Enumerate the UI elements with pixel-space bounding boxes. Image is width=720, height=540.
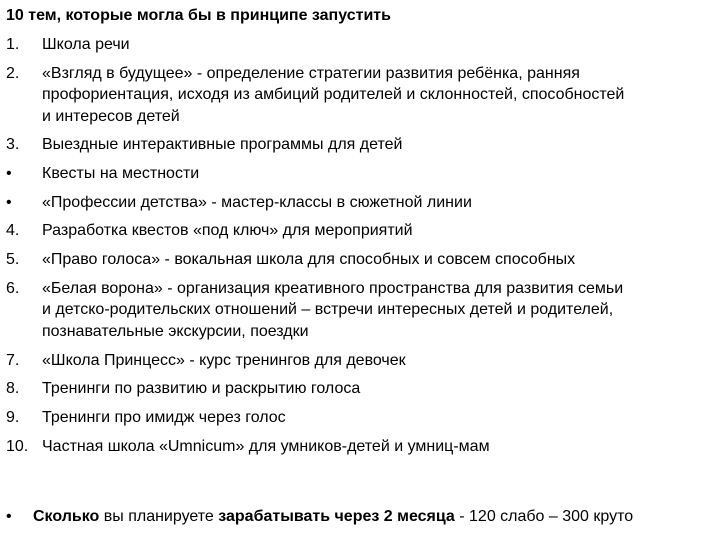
- list-item: [6, 63, 714, 128]
- list-marker: 4.: [6, 222, 20, 240]
- list-item-text: Выездные интерактивные программы для детей: [42, 136, 403, 154]
- list-marker: 3.: [6, 136, 20, 154]
- question-word: Сколько: [33, 508, 100, 525]
- list-marker: 8.: [6, 380, 20, 398]
- list-item: [6, 350, 714, 372]
- question-emphasis: зарабатывать через 2 месяца: [218, 508, 455, 525]
- list-item: [6, 163, 714, 185]
- slide-title: 10 тем, которые могла бы в принципе запустить: [6, 7, 391, 24]
- bullet-marker: •: [6, 193, 12, 211]
- list-item: [6, 407, 714, 429]
- list-item: [6, 220, 714, 242]
- list-marker: 5.: [6, 251, 20, 269]
- list-item: [6, 436, 714, 458]
- list-item-text: Тренинги по развитию и раскрытию голоса: [42, 380, 361, 398]
- earnings-range: - 120 слабо – 300 круто: [454, 508, 634, 525]
- list-item-text: «Взгляд в будущее» - определение стратегии развития ребёнка, ранняя профориентация, исходя из амбиций родителей и склонностей, способностей и интересов детей: [42, 64, 625, 125]
- list-marker: 9.: [6, 408, 20, 426]
- list-item-text: Тренинги про имидж через голос: [42, 408, 286, 426]
- list-item: [6, 378, 714, 400]
- list-marker: 10.: [6, 437, 29, 455]
- list-item: [6, 34, 714, 56]
- list-item-text: «Белая ворона» - организация креативного пространства для развития семьи и детско-родительских отношений – встречи интересных детей и родителей, познавательные экскурсии, поездки: [42, 279, 624, 340]
- list-item-text: «Школа Принцесс» - курс тренингов для девочек: [42, 351, 406, 369]
- list-item-text: Разработка квестов «под ключ» для мероприятий: [42, 222, 413, 240]
- bullet-marker: •: [6, 165, 12, 183]
- list-marker: 7.: [6, 351, 20, 369]
- list-item-text: «Право голоса» - вокальная школа для способных и совсем способных: [42, 251, 576, 269]
- question-middle: вы планируете: [99, 508, 219, 525]
- list-item: [6, 192, 714, 214]
- earnings-question: [6, 506, 718, 527]
- topic-list: [6, 34, 714, 464]
- earnings-question-text: [33, 506, 633, 527]
- list-marker: 6.: [6, 279, 20, 297]
- list-item-text: Частная школа «Umnicum» для умников-детей и умниц-мам: [42, 437, 490, 455]
- list-item: [6, 278, 714, 343]
- bullet-marker: •: [6, 508, 12, 525]
- list-item-text: «Профессии детства» - мастер-классы в сюжетной линии: [42, 193, 472, 211]
- list-marker: 1.: [6, 36, 20, 53]
- list-marker: 2.: [6, 64, 20, 82]
- list-item-text: Квесты на местности: [42, 165, 200, 183]
- list-item-text: Школа речи: [42, 36, 130, 53]
- list-item: [6, 134, 714, 156]
- list-item: [6, 249, 714, 271]
